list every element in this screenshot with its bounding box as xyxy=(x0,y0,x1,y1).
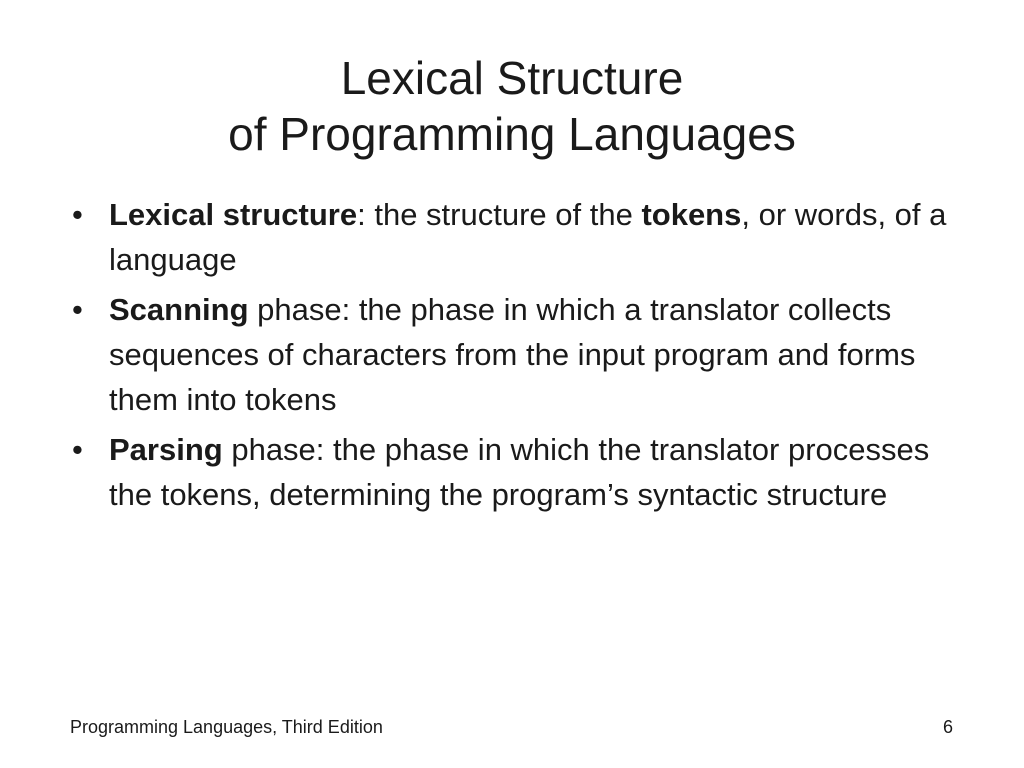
bullet-item-lexical-structure xyxy=(72,192,952,282)
title-line-1: Lexical Structure xyxy=(340,52,684,104)
footer-text: Programming Languages, Third Edition xyxy=(70,717,383,737)
bullet-text: , or words, of a language xyxy=(109,197,947,277)
slide-title xyxy=(0,50,1024,162)
bullet-item-parsing xyxy=(72,427,952,517)
bullet-icon: • xyxy=(72,432,83,467)
bullet-text: : the structure of the xyxy=(357,197,642,232)
bullet-item-scanning xyxy=(72,287,952,422)
term-tokens: tokens xyxy=(641,197,742,232)
bullet-icon: • xyxy=(72,292,83,327)
bullet-text: phase: the phase in which a translator collects sequences of characters from the input program and forms them into tokens xyxy=(109,292,916,417)
term-scanning: Scanning xyxy=(109,292,249,327)
bullet-list xyxy=(72,192,952,522)
page-number: 6 xyxy=(942,717,953,737)
title-line-2: of Programming Languages xyxy=(228,108,796,160)
term-parsing: Parsing xyxy=(109,432,223,467)
bullet-icon: • xyxy=(72,197,83,232)
term-lexical-structure: Lexical structure xyxy=(109,197,358,232)
bullet-text: phase: the phase in which the translator processes the tokens, determining the program’s syntactic structure xyxy=(109,432,930,512)
